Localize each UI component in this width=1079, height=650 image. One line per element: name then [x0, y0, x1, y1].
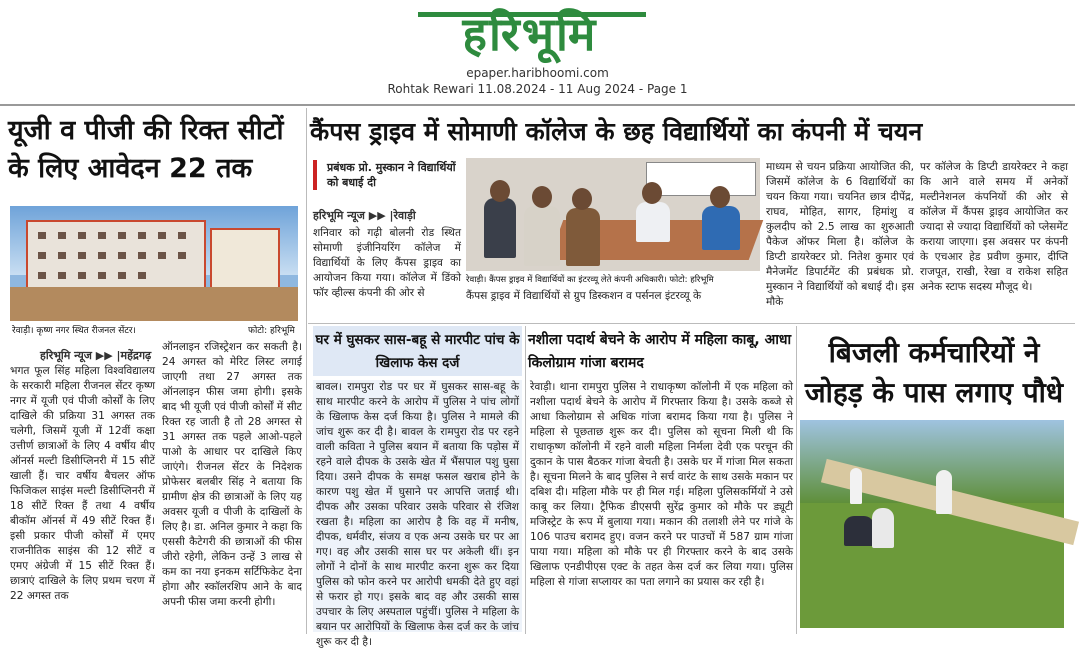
article-top-below-photo: कैंपस ड्राइव में विद्यार्थियों से ग्रुप डिस्कशन व पर्सनल इंटरव्यू के	[466, 290, 702, 302]
article-left-col1: भगत फूल सिंह महिला विश्वविद्यालय के सरकारी महिला रीजनल सेंटर कृष्ण नगर में यूजी एवं पीजी कोर्सों के लिए दाखिले की प्रक्रिया 31 अगस्त तक चलेगी, जिसमें यूजी में 12वीं कक्षा उत्तीर्ण छात्राओं के लिए 4 वर्षीय बीए ऑनर्स मल्टी डिसीप्लिनरी में 15 सीटें खाली हैं। चार वर्षीय बैचलर ऑफ फिजिकल साइंस मल्टी डिसीप्लिनरी में 18 सीटें रिक्त हैं तथा 4 वर्षीय बीकॉम ऑनर्स में 49 सीटें रिक्त हैं। इसी प्रकार पीजी कोर्सों में एमए राजनीतिक साइंस की 12 सीटें व एमए अंग्रेजी में 15 सीटें रिक्त हैं। छात्राएं दाखिले के लिए प्रथम चरण में 22 अगस्त तक	[10, 365, 155, 602]
person	[844, 516, 874, 546]
window	[78, 272, 86, 279]
article-top-col3: माध्यम से चयन प्रक्रिया आयोजित की, जिसमें कॉलेज के 6 विद्यार्थियों का चयन किया गया। चयनित छात्र दीपेंद्र, राघव, मोहित, सागर, हिमांशु व कुलदीप को 2.5 लाख का शुरुआती पैकेज ऑफर मिला है। कॉलेज के डिप्टी डायरेक्टर प्रो. नितेश कुमार एवं मैनेजमेंट डिपार्टमेंट की प्रबंधक प्रो. मुस्कान ने विद्यार्थियों को बधाई दी। इस मौके	[766, 161, 914, 308]
headline-top[interactable]: कैंपस ड्राइव में सोमाणी कॉलेज के छह विद्यार्थियों का कंपनी में चयन	[310, 117, 923, 146]
window	[158, 252, 166, 259]
person	[524, 206, 560, 266]
column-divider	[796, 326, 797, 634]
window	[38, 272, 46, 279]
window	[58, 252, 66, 259]
masthead-divider	[0, 104, 1075, 106]
window	[58, 232, 66, 239]
person	[872, 508, 894, 548]
window	[118, 272, 126, 279]
photo-banner	[646, 162, 756, 196]
window	[58, 272, 66, 279]
section-divider	[308, 323, 1075, 324]
window	[98, 232, 106, 239]
column-divider	[306, 108, 307, 634]
person	[636, 202, 670, 242]
photo-caption-top: रेवाड़ी। कैंपस ड्राइव में विद्यार्थियों का इंटरव्यू लेते कंपनी अधिकारी। फोटो: हरिभूमि	[466, 275, 714, 285]
column-divider	[525, 326, 526, 634]
person-head	[490, 180, 510, 202]
window	[38, 252, 46, 259]
regional-center-photo[interactable]	[10, 206, 298, 321]
story-kicker: प्रबंधक प्रो. मुस्कान ने विद्यार्थियों को बधाई दी	[313, 160, 461, 190]
headline-mid-b[interactable]: नशीला पदार्थ बेचने के आरोप में महिला काबू, आधा किलोग्राम गांजा बरामद	[528, 326, 793, 376]
window	[118, 252, 126, 259]
window	[178, 232, 186, 239]
article-top-col1: शनिवार को गढ़ी बोलनी रोड स्थित सोमाणी इंजीनियरिंग कॉलेज में विद्यार्थियों के लिए कैंपस ड्राइव का आयोजन किया गया। कॉलेज में डिंको फॉर व्हील्स कंपनी की ओर से	[313, 227, 461, 299]
campus-drive-photo[interactable]	[466, 158, 760, 271]
article-mid-b: रेवाड़ी। थाना रामपुरा पुलिस ने राधाकृष्ण कॉलोनी में एक महिला को नशीला पदार्थ बेचने के आरोप में गिरफ्तार किया है। उसके कब्जे से आधा किलोग्राम से अधिक गांजा बरामद किया गया है। पुलिस ने महिला से पूछताछ शुरू कर दी। पुलिस को सूचना मिली थी कि राधाकृष्ण कॉलोनी में रहने वाली महिला निर्मला देवी एक परचून की दुकान के पास बैठकर गांजा बेचती है। उसके घर में गांजा मिल सकता है। सूचना मिलने के बाद पुलिस ने सर्च वारंट के साथ उसके मकान पर दबिश दी। महिला मौके पर ही मिल गई। महिला पुलिसकर्मियों ने उसे काबू कर लिया। ट्रैफिक डीएसपी सुरेंद्र कुमार को मौके पर ड्यूटी मजिस्ट्रेट के रूप में बुलाया गया। मकान की तलाशी लेने पर गांजे के 106 पाउच बरामद हुए। वजन करने पर पाउचों में 587 ग्राम गांजा पाया गया। महिला को मौके पर ही गिरफ्तार करने के बाद उसके खिलाफ एनडीपीएस एक्ट के तहत केस दर्ज कर लिया गया। पुलिस महिला से गांजा सप्लायर का पता लगाने का प्रयास कर रही है।	[530, 381, 793, 588]
newspaper-logo[interactable]: हरिभूमि	[462, 7, 598, 61]
photo-credit-left: फोटो: हरिभूमि	[248, 326, 295, 336]
byline-left: हरिभूमि न्यूज ▶▶ |महेंद्रगढ़	[40, 349, 152, 362]
window	[98, 272, 106, 279]
person-head	[710, 186, 730, 208]
article-top-col4: पर कॉलेज के डिप्टी डायरेक्टर ने कहा कि आने वाले समय में अनेकों मल्टीनेशनल कंपनियों की ओर से कॉलेज में कैंपस ड्राइव आयोजित कर ज्यादा से ज्यादा विद्यार्थियों को प्लेसमेंट कराया जाएगा। इस अवसर पर कंपनी के एचआर हेड प्रवीण कुमार, दीप्ति राजपूत, राखी, रेखा व राकेश सहित अनेक स्टाफ सदस्य मौजूद थे।	[920, 161, 1068, 293]
site-url[interactable]: epaper.haribhoomi.com	[466, 66, 609, 80]
window	[98, 252, 106, 259]
window	[138, 272, 146, 279]
masthead	[0, 0, 1075, 104]
person-head	[572, 188, 592, 210]
article-mid-a: बावल। रामपुरा रोड पर घर में घुसकर सास-बहू के साथ मारपीट करने के आरोप में पुलिस ने पांच लोगों के खिलाफ केस दर्ज किया है। पुलिस ने मामले की जांच शुरू कर दी है। बावल के रामपुरा रोड पर रहने वाली कविता ने पुलिस बयान में बताया कि पड़ोस में रहने वाले दीपक के उसके खेत में भैंसपाल पशु घुसा दिया। उसने दीपक के समक्ष फसल खराब होने के कारण पशु खेत में घुसाने पर आपत्ति जताई थी। दीपक और उसका परिवार उसके परिवार से रंजिश रखता है। महिला का आरोप है कि वह में मनीष, दीपक, धर्मवीर, संजय व एक अन्य उसके घर पर आ गए। वह और उसकी सास घर पर अकेली थीं। इन लोगों ने दोनों के साथ मारपीट करना शुरू कर दिया पुलिस को फोन करने पर आरोपी धमकी देते हुए वहां से फरार हो गए। इसके बाद वह और उसकी सास उपचार के लिए अस्पताल पहुंचीं। पुलिस ने महिला के बयान पर आरोपियों के खिलाफ केस दर्ज कर के जांच शुरू कर दी है।	[313, 380, 522, 632]
photo-caption-left: रेवाड़ी। कृष्ण नगर स्थित रीजनल सेंटर।	[12, 326, 136, 336]
window	[138, 232, 146, 239]
byline-top: हरिभूमि न्यूज ▶▶ |रेवाड़ी	[313, 209, 416, 222]
window	[178, 252, 186, 259]
window	[78, 252, 86, 259]
window	[158, 232, 166, 239]
window	[138, 252, 146, 259]
window	[118, 232, 126, 239]
plantation-photo[interactable]	[800, 420, 1064, 628]
article-left-col2: ऑनलाइन रजिस्ट्रेशन कर सकती है। 24 अगस्त को मेरिट लिस्ट लगाई जाएगी तथा 27 अगस्त तक ऑनलाइन फीस जमा होगी। इसके बाद भी यूजी एवं पीजी कोर्सों में सीट रिक्त रह जाती है तो 28 अगस्त से 31 अगस्त तक पहले आओ-पहले पाओ के आधार पर दाखिले किए जाएंगे। रीजनल सेंटर के निदेशक प्रोफेसर बलबीर सिंह ने बताया कि ग्रामीण क्षेत्र की छात्राओं के लिए यह अवसर यूजी व पीजी के दाखिलों के लिए है। डा. अनिल कुमार ने कहा कि एससी कैटेगरी की छात्राओं की फीस जीरो रहेगी, लेकिन उन्हें 3 लाख से कम का नया इनकम सर्टिफिकेट देना होगा और स्कॉलरशिप आने के बाद अपनी फीस जमा करनी होगी।	[162, 341, 302, 608]
person	[702, 206, 740, 250]
person-head	[642, 182, 662, 204]
person-head	[532, 186, 552, 208]
person	[566, 208, 600, 266]
person	[484, 198, 516, 258]
headline-right[interactable]: बिजली कर्मचारियों ने जोहड़ के पास लगाए पौधे	[804, 336, 1064, 409]
headline-left[interactable]: यूजी व पीजी की रिक्त सीटों के लिए आवेदन 22 तक	[8, 115, 284, 184]
headline-mid-a[interactable]: घर में घुसकर सास-बहू से मारपीट पांच के खिलाफ केस दर्ज	[313, 326, 522, 376]
window	[78, 232, 86, 239]
edition-info: Rohtak Rewari 11.08.2024 - 11 Aug 2024 - Page 1	[387, 82, 688, 96]
person	[936, 470, 952, 514]
window	[38, 232, 46, 239]
photo-ground	[10, 287, 298, 322]
person	[850, 468, 862, 504]
